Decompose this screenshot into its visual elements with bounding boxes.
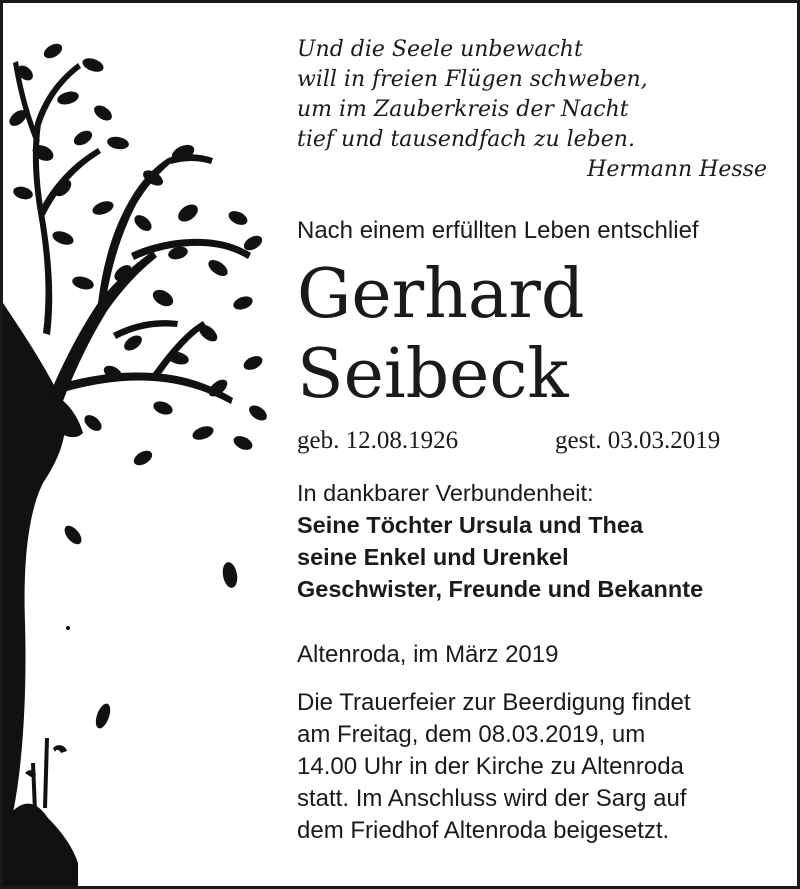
poem-line: tief und tausendfach zu leben.: [297, 127, 635, 152]
poem-quote: [297, 35, 767, 185]
funeral-line: am Freitag, dem 08.03.2019, um: [297, 721, 646, 748]
poem-line: Und die Seele unbewacht: [297, 37, 583, 62]
poem-line: will in freien Flügen schweben,: [297, 67, 648, 92]
mourner-line: Seine Töchter Ursula und Thea: [297, 512, 644, 538]
tree-silhouette-illustration: [3, 3, 283, 886]
funeral-line: Die Trauerfeier zur Beerdigung findet: [297, 689, 691, 716]
funeral-line: dem Friedhof Altenroda beigesetzt.: [297, 817, 670, 844]
mourner-line: Geschwister, Freunde und Bekannte: [297, 576, 704, 602]
death-date: gest. 03.03.2019: [555, 427, 721, 454]
birth-date: geb. 12.08.1926: [297, 427, 459, 454]
poem-line: um im Zauberkreis der Nacht: [297, 97, 629, 122]
first-name: Gerhard: [297, 255, 585, 334]
gratitude-heading: In dankbarer Verbundenheit:: [297, 480, 594, 506]
life-dates: [297, 427, 767, 455]
funeral-line: statt. Im Anschluss wird der Sarg auf: [297, 785, 687, 812]
poem-author: Hermann Hesse: [587, 157, 767, 182]
mourner-line: seine Enkel und Urenkel: [297, 544, 569, 570]
place-date: Altenroda, im März 2019: [297, 641, 559, 668]
last-name: Seibeck: [297, 335, 569, 414]
mourners-block: [297, 477, 777, 605]
deceased-name: [297, 255, 584, 415]
funeral-details: [297, 687, 777, 847]
funeral-line: 14.00 Uhr in der Kirche zu Altenroda: [297, 753, 684, 780]
intro-text: Nach einem erfüllten Leben entschlief: [297, 217, 699, 244]
